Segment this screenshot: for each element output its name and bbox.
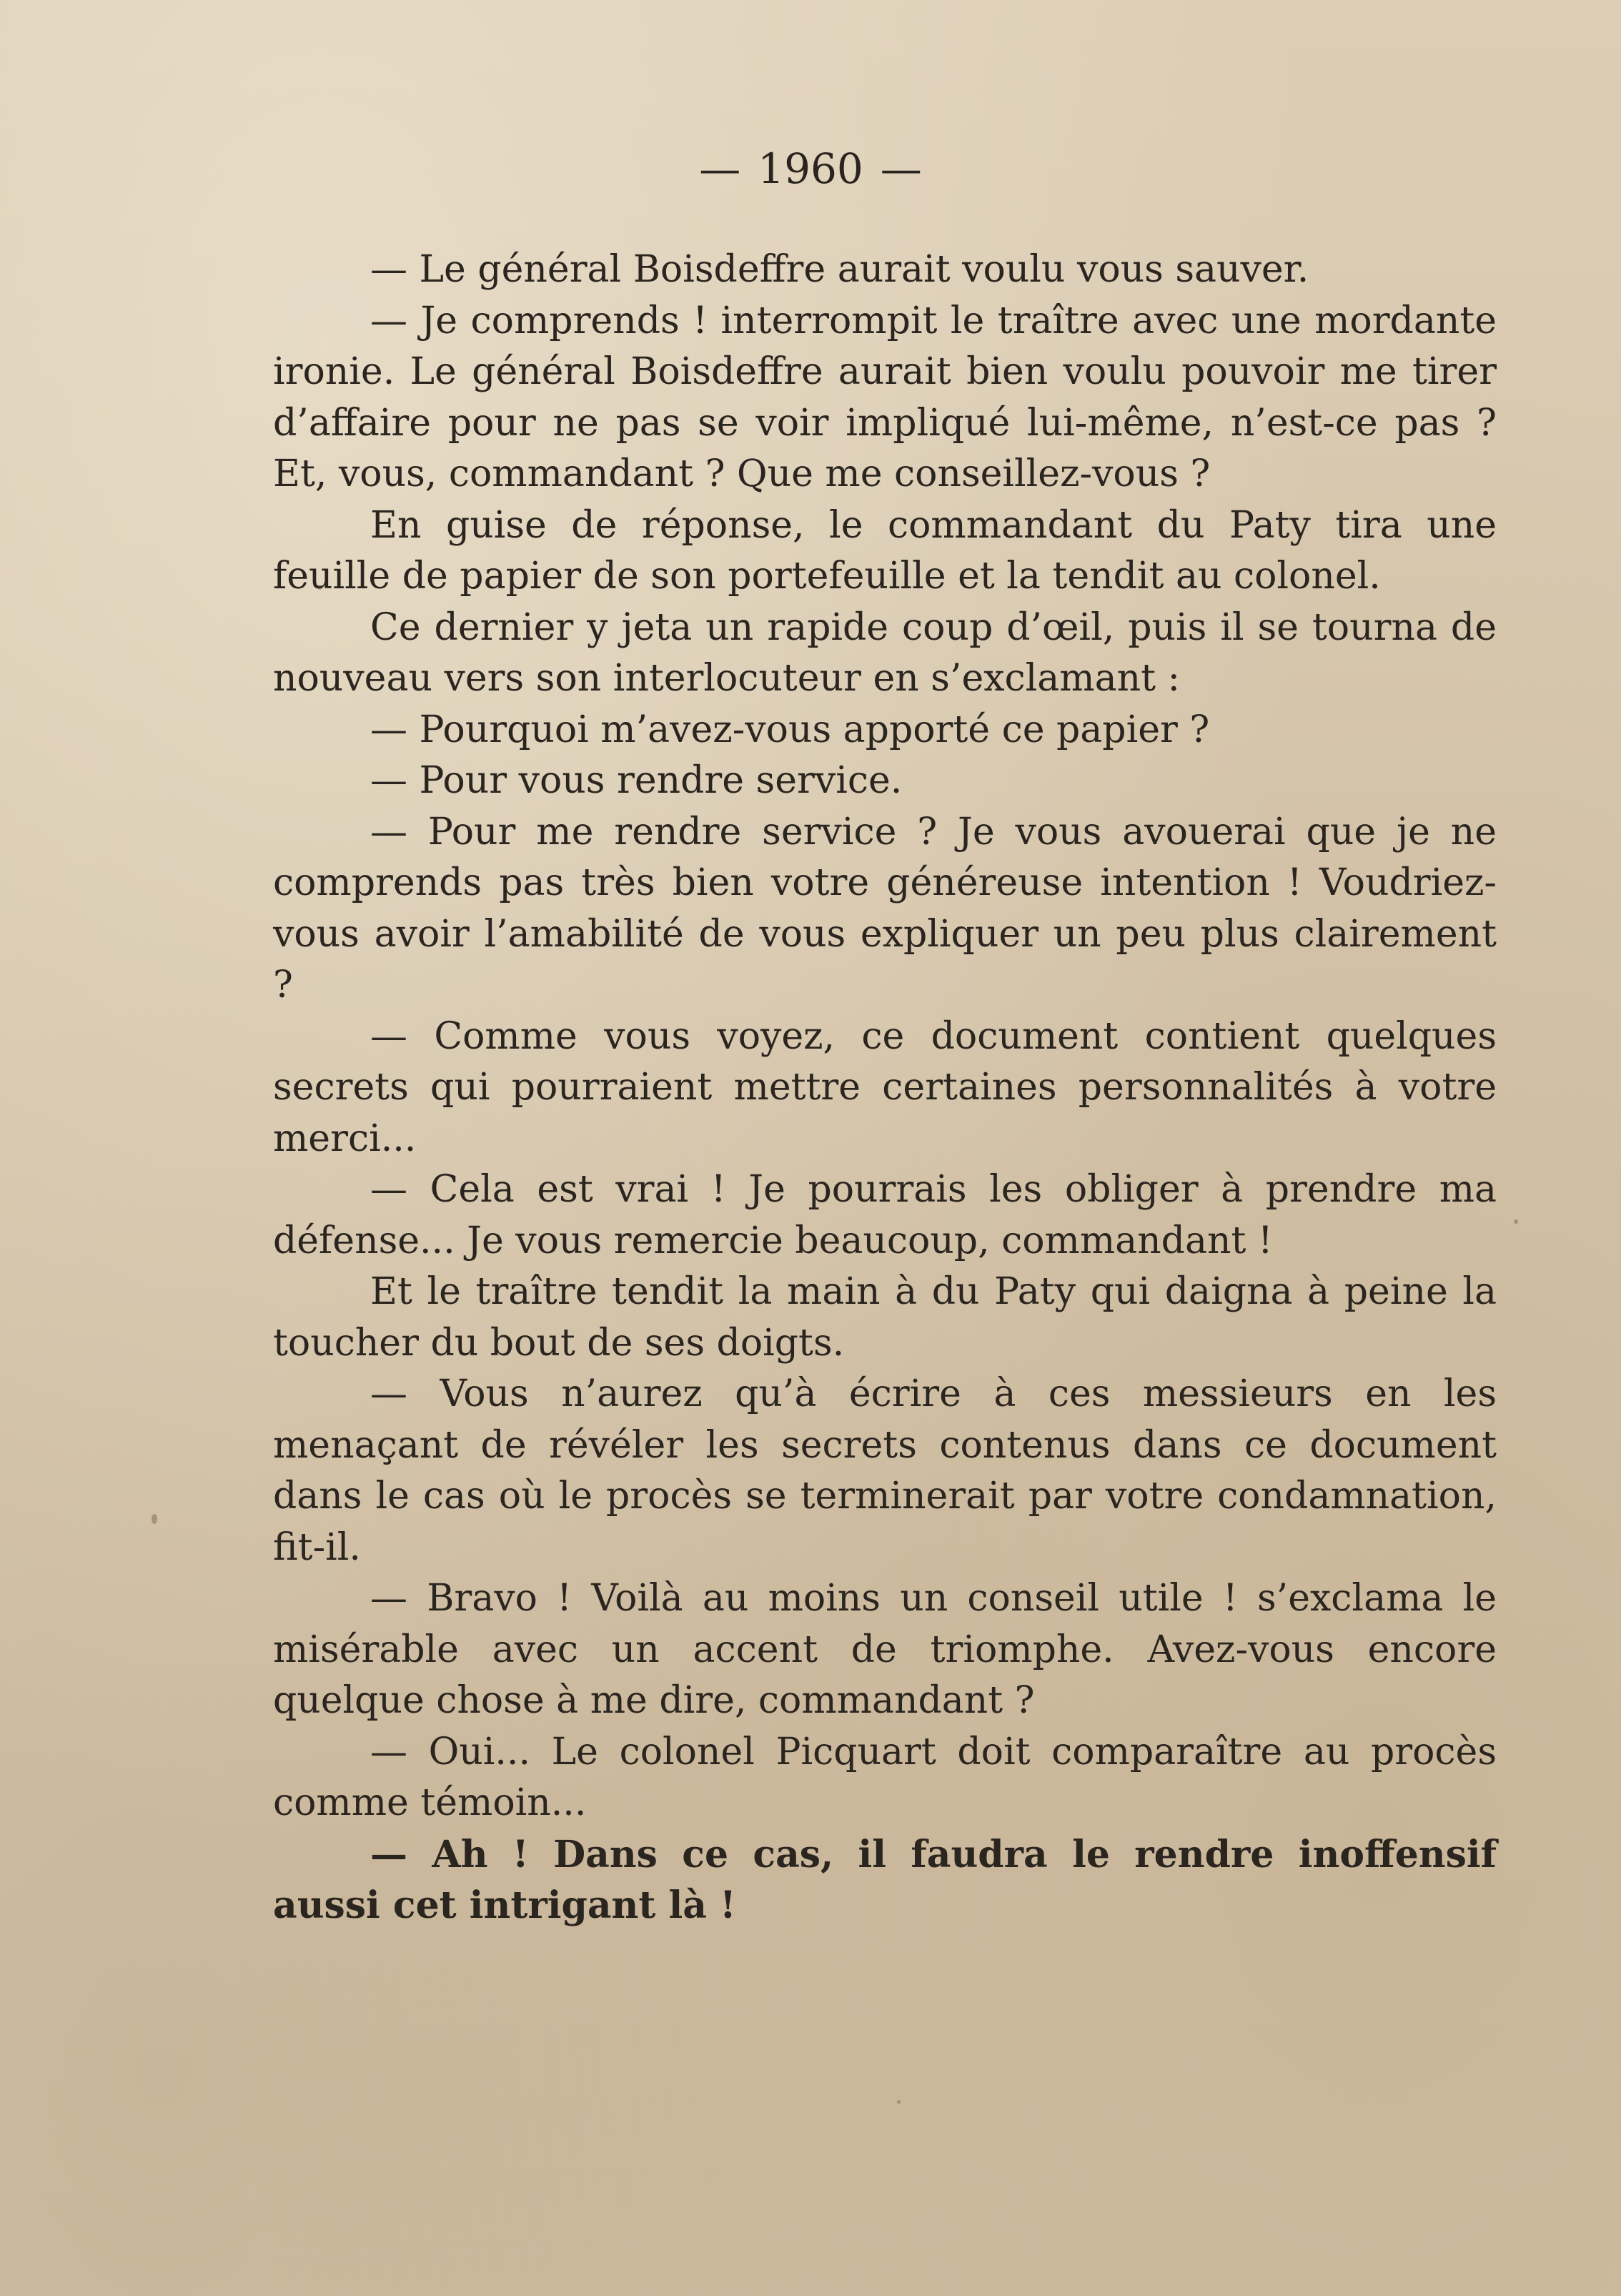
paragraph-1: — Le général Boisdeffre aurait voulu vous sauver. [370,248,1309,291]
paragraph-12: — Bravo ! Voilà au moins un conseil utile ! s’exclama le misérable avec un accent de triomphe. Avez-vous encore quelque chose à me dire, commandant ? [273,1577,1497,1722]
paper-speck [317,585,322,590]
paper-speck [1514,1219,1518,1224]
paragraph-5: — Pourquoi m’avez-vous apporté ce papier ? [370,708,1210,751]
paragraph-6: — Pour vous rendre service. [370,759,903,802]
header-dash-right: — [880,144,922,193]
page-number: 1960 [758,144,863,193]
paragraph-2: — Je comprends ! interrompit le traître avec une mordante ironie. Le général Boisdeffre aurait bien voulu pouvoir me tirer d’affaire pour ne pas se voir impliqué lui-même, n’est-ce pas ? Et, vous, commandant ? Que me conseillez-vous ? [273,299,1497,495]
paper-speck [897,2100,901,2104]
paragraph-9: — Cela est vrai ! Je pourrais les obliger à prendre ma défense... Je vous remercie beaucoup, commandant ! [273,1168,1497,1262]
paragraph-13: — Oui... Le colonel Picquart doit comparaître au procès comme témoin... [273,1730,1497,1824]
paper-speck [152,1514,157,1524]
page-header [0,140,1621,197]
paragraph-3: En guise de réponse, le commandant du Paty tira une feuille de papier de son portefeuille et la tendit au colonel. [273,503,1497,598]
paragraph-14: — Ah ! Dans ce cas, il faudra le rendre inoffensif aussi cet intrigant là ! [273,1832,1497,1927]
paragraph-10: Et le traître tendit la main à du Paty qui daigna à peine la toucher du bout de ses doigts. [273,1270,1497,1365]
paragraph-4: Ce dernier y jeta un rapide coup d’œil, puis il se tourna de nouveau vers son interlocuteur en s’exclamant : [273,605,1497,700]
paragraph-11: — Vous n’aurez qu’à écrire à ces messieurs en les menaçant de révéler les secrets contenus dans ce document dans le cas où le procès se terminerait par votre condamnation, fit-il. [273,1372,1497,1569]
page-body [273,244,1497,1931]
paragraph-8: — Comme vous voyez, ce document contient quelques secrets qui pourraient mettre certaines personnalités à votre merci... [273,1014,1497,1160]
header-dash-left: — [699,144,741,193]
paragraph-7: — Pour me rendre service ? Je vous avouerai que je ne comprends pas très bien votre généreuse intention ! Voudriez-vous avoir l’amabilité de vous expliquer un peu plus clairement ? [273,810,1497,1006]
